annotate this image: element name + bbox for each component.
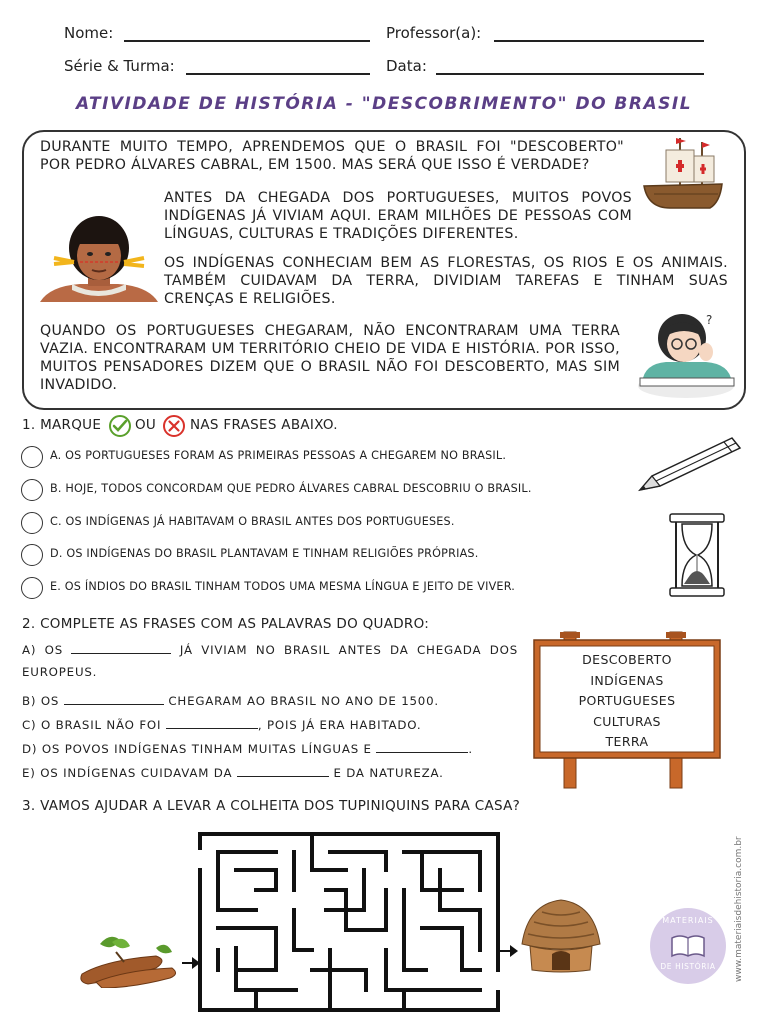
q2-title: 2. COMPLETE AS FRASES COM AS PALAVRAS DO QUADRO: bbox=[22, 616, 430, 632]
option-e-radio[interactable] bbox=[21, 577, 43, 599]
site-url: www.materiaisdehistoria.com.br bbox=[734, 836, 744, 982]
intro-paragraph-3: OS INDÍGENAS CONHECIAM BEM AS FLORESTAS, OS RIOS E OS ANIMAIS. TAMBÉM CUIDAVAM DA TERRA, DIVIDIAM TAREFAS E TINHAM SUAS CRENÇAS E RELIGIÕES. bbox=[164, 255, 728, 307]
option-d-radio[interactable] bbox=[21, 544, 43, 566]
q2-d-pre: D) OS POVOS INDÍGENAS TINHAM MUITAS LÍNGUAS E bbox=[22, 742, 372, 756]
option-a-radio[interactable] bbox=[21, 446, 43, 468]
intro-paragraph-4: QUANDO OS PORTUGUESES CHEGARAM, NÃO ENCONTRARAM UMA TERRA VAZIA. ENCONTRARAM UM TERRITÓRIO CHEIO DE VIDA E HISTÓRIA. POR ISSO, MUITOS PENSADORES DIZEM QUE O BRASIL NÃO FOI DESCOBERTO, MAS SIM INVADIDO. bbox=[40, 323, 620, 393]
q2-sentence-a bbox=[22, 639, 518, 683]
q2-c-pre: C) O BRASIL NÃO FOI bbox=[22, 718, 162, 732]
option-b-radio[interactable] bbox=[21, 479, 43, 501]
date-label: Data: bbox=[386, 57, 427, 75]
word-item: INDÍGENAS bbox=[590, 672, 664, 688]
hourglass-icon bbox=[668, 512, 726, 598]
q2-b-pre: B) OS bbox=[22, 694, 60, 708]
q2-e-blank[interactable] bbox=[237, 764, 329, 777]
word-item: PORTUGUESES bbox=[578, 693, 676, 708]
exit-arrow-icon bbox=[498, 944, 520, 958]
q2-a-post: JÁ VIVIAM NO BRASIL ANTES DA CHEGADA DOS EUROPEUS. bbox=[22, 643, 518, 679]
class-field[interactable] bbox=[186, 73, 370, 75]
name-field[interactable] bbox=[124, 40, 370, 42]
q2-b-post: CHEGARAM AO BRASIL NO ANO DE 1500. bbox=[168, 694, 439, 708]
q1-middle: OU bbox=[135, 417, 157, 433]
option-c-radio[interactable] bbox=[21, 512, 43, 534]
q2-a-pre: A) OS bbox=[22, 643, 64, 657]
date-field[interactable] bbox=[436, 73, 704, 75]
name-label: Nome: bbox=[64, 24, 114, 42]
q1-suffix: NAS FRASES ABAIXO. bbox=[190, 417, 338, 433]
option-b-text: B. HOJE, TODOS CONCORDAM QUE PEDRO ÁLVARES CABRAL DESCOBRIU O BRASIL. bbox=[50, 482, 532, 495]
svg-text:?: ? bbox=[706, 313, 713, 327]
q2-c-post: , POIS JÁ ERA HABITADO. bbox=[257, 718, 422, 732]
q3-title: 3. VAMOS AJUDAR A LEVAR A COLHEITA DOS TUPINIQUINS PARA CASA? bbox=[22, 798, 521, 814]
q1-prefix: 1. MARQUE bbox=[22, 417, 102, 433]
word-item: CULTURAS bbox=[593, 713, 661, 729]
hut-icon bbox=[518, 894, 604, 974]
word-item: DESCOBERTO bbox=[582, 652, 672, 667]
word-list bbox=[540, 652, 714, 755]
q2-e-pre: E) OS INDÍGENAS CUIDAVAM DA bbox=[22, 766, 233, 780]
option-e-text: E. OS ÍNDIOS DO BRASIL TINHAM TODOS UMA MESMA LÍNGUA E JEITO DE VIVER. bbox=[50, 580, 516, 593]
entry-arrow-icon bbox=[182, 956, 202, 970]
pencil-icon bbox=[636, 434, 744, 494]
intro-paragraph-2: ANTES DA CHEGADA DOS PORTUGUESES, MUITOS POVOS INDÍGENAS JÁ VIVIAM AQUI. ERAM MILHÕES DE PESSOAS COM LÍNGUAS, CULTURAS E TRADIÇÕES DIFERENTES. bbox=[164, 190, 632, 242]
cross-icon bbox=[162, 414, 186, 438]
teacher-label: Professor(a): bbox=[386, 24, 482, 42]
q2-sentence-b bbox=[22, 690, 439, 712]
q2-b-blank[interactable] bbox=[64, 692, 164, 705]
logo-text-bottom: DE HISTÓRIA bbox=[660, 962, 716, 971]
q2-sentence-c bbox=[22, 714, 421, 736]
intro-paragraph-1: DURANTE MUITO TEMPO, APRENDEMOS QUE O BRASIL FOI "DESCOBERTO" POR PEDRO ÁLVARES CABRAL, EM 1500. MAS SERÁ QUE ISSO É VERDADE? bbox=[40, 139, 624, 173]
check-icon bbox=[108, 414, 132, 438]
cassava-icon bbox=[76, 930, 180, 988]
q2-e-post: E DA NATUREZA. bbox=[333, 766, 444, 780]
q2-c-blank[interactable] bbox=[166, 716, 258, 729]
logo-text-top: MATERIAIS bbox=[662, 916, 714, 925]
book-icon bbox=[670, 932, 706, 960]
page-title: ATIVIDADE DE HISTÓRIA - "DESCOBRIMENTO" DO BRASIL bbox=[75, 94, 693, 114]
maze[interactable] bbox=[196, 830, 502, 1014]
option-d-text: D. OS INDÍGENAS DO BRASIL PLANTAVAM E TINHAM RELIGIÕES PRÓPRIAS. bbox=[50, 547, 479, 560]
teacher-field[interactable] bbox=[494, 40, 704, 42]
option-c-text: C. OS INDÍGENAS JÁ HABITAVAM O BRASIL ANTES DOS PORTUGUESES. bbox=[50, 515, 455, 528]
q2-d-post: . bbox=[468, 742, 473, 756]
caravel-ship-icon bbox=[640, 132, 726, 214]
thinking-girl-icon bbox=[636, 306, 738, 398]
q2-sentence-d bbox=[22, 738, 473, 760]
word-item: TERRA bbox=[605, 734, 649, 749]
class-label: Série & Turma: bbox=[64, 57, 175, 75]
option-a-text: A. OS PORTUGUESES FORAM AS PRIMEIRAS PESSOAS A CHEGAREM NO BRASIL. bbox=[50, 449, 507, 462]
indigenous-person-icon bbox=[40, 206, 158, 302]
q2-d-blank[interactable] bbox=[376, 740, 468, 753]
q2-sentence-e bbox=[22, 762, 444, 784]
q2-a-blank[interactable] bbox=[71, 641, 171, 654]
